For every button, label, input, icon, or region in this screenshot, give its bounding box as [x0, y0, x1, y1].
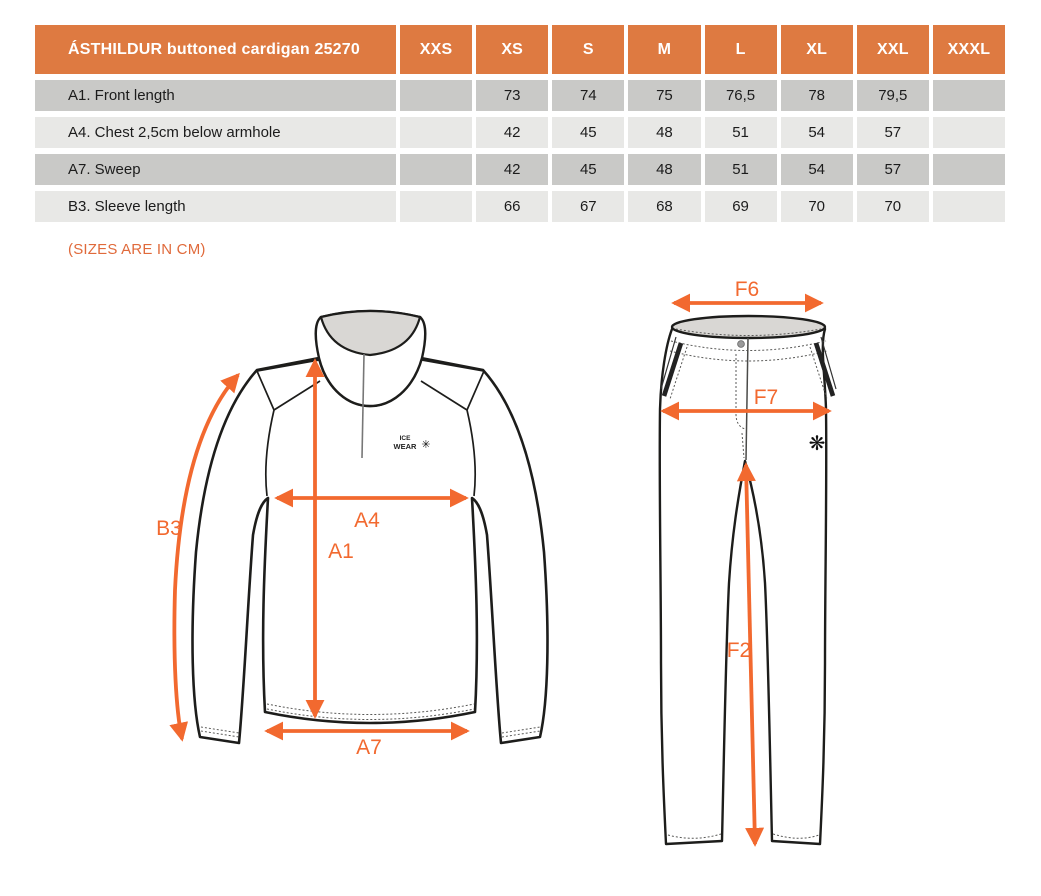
measure-value — [400, 191, 472, 222]
f2-measure-label: F2 — [726, 639, 752, 662]
measure-value: 45 — [552, 154, 624, 185]
size-table-header-row — [35, 25, 1005, 74]
size-header-xxl: XXL — [857, 25, 929, 74]
measure-value: 76,5 — [705, 80, 777, 111]
sweater-outline — [193, 358, 548, 743]
measure-value: 79,5 — [857, 80, 929, 111]
sizes-unit-note: (SIZES ARE IN CM) — [68, 241, 206, 258]
measure-row — [35, 191, 1005, 222]
size-table-body — [35, 80, 1005, 222]
size-header-xxxl: XXXL — [933, 25, 1005, 74]
measure-row — [35, 154, 1005, 185]
measure-value: 57 — [857, 154, 929, 185]
size-table — [31, 19, 1009, 228]
measure-label: A7. Sweep — [35, 154, 396, 185]
f7-measure-label: F7 — [753, 386, 779, 409]
measure-value — [933, 154, 1005, 185]
measure-value — [400, 154, 472, 185]
measure-row — [35, 80, 1005, 111]
measure-value: 70 — [781, 191, 853, 222]
sweater-diagram — [143, 290, 563, 770]
measure-value: 73 — [476, 80, 548, 111]
a7-measure-label: A7 — [356, 736, 382, 759]
measure-value: 69 — [705, 191, 777, 222]
size-table-head — [35, 25, 1005, 74]
measure-value: 42 — [476, 154, 548, 185]
pants-outline — [660, 329, 827, 844]
table-title-cell: ÁSTHILDUR buttoned cardigan 25270 — [35, 25, 396, 74]
size-header-m: M — [628, 25, 700, 74]
measure-value — [400, 117, 472, 148]
measure-label: B3. Sleeve length — [35, 191, 396, 222]
snowflake-icon: ❋ — [808, 431, 826, 455]
pants-diagram — [625, 275, 910, 883]
measure-value: 54 — [781, 117, 853, 148]
measure-value: 45 — [552, 117, 624, 148]
measure-value: 48 — [628, 117, 700, 148]
size-header-s: S — [552, 25, 624, 74]
measure-row — [35, 117, 1005, 148]
size-header-l: L — [705, 25, 777, 74]
measure-value: 51 — [705, 117, 777, 148]
size-header-xs: XS — [476, 25, 548, 74]
measure-value: 74 — [552, 80, 624, 111]
measure-value: 51 — [705, 154, 777, 185]
logo-line2: WEAR — [393, 442, 417, 451]
b3-measure-label: B3 — [156, 517, 182, 540]
measure-value: 54 — [781, 154, 853, 185]
a4-measure-label: A4 — [354, 509, 380, 532]
measure-value: 70 — [857, 191, 929, 222]
measure-value: 42 — [476, 117, 548, 148]
size-header-xl: XL — [781, 25, 853, 74]
measure-label: A1. Front length — [35, 80, 396, 111]
measure-label: A4. Chest 2,5cm below armhole — [35, 117, 396, 148]
measure-value — [933, 191, 1005, 222]
logo-snowflake-icon: ✳ — [421, 438, 431, 451]
logo-line1: ICE — [399, 435, 411, 442]
measure-value: 57 — [857, 117, 929, 148]
measure-value: 75 — [628, 80, 700, 111]
measure-value: 48 — [628, 154, 700, 185]
waist-button — [738, 341, 745, 348]
pants-waist-opening — [672, 316, 825, 338]
measure-value: 67 — [552, 191, 624, 222]
measure-value — [933, 117, 1005, 148]
measure-value — [933, 80, 1005, 111]
measure-value — [400, 80, 472, 111]
measure-value: 68 — [628, 191, 700, 222]
measure-value: 66 — [476, 191, 548, 222]
a1-measure-label: A1 — [328, 540, 354, 563]
f6-measure-label: F6 — [734, 278, 760, 301]
measure-value: 78 — [781, 80, 853, 111]
size-header-xxs: XXS — [400, 25, 472, 74]
